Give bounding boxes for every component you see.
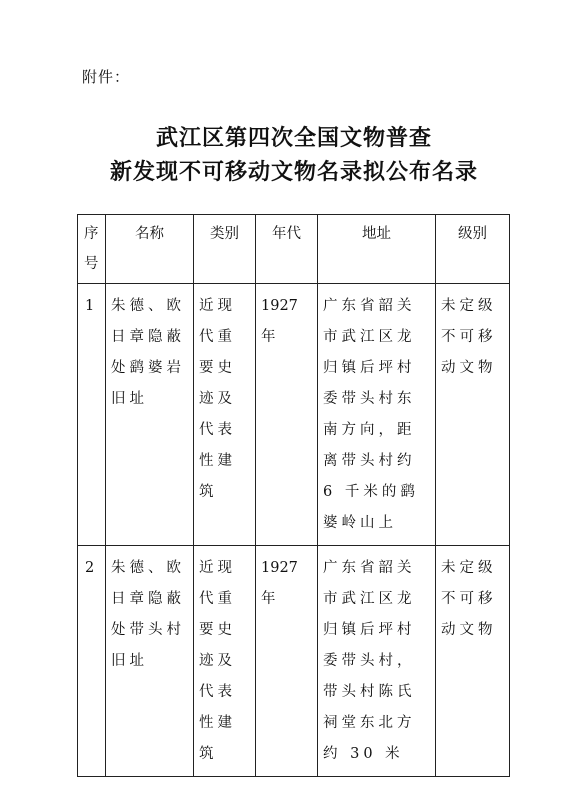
header-category: 类别 [194,215,256,284]
relics-table [77,214,510,777]
cell-name: 朱德、欧日章隐蔽处带头村旧址 [106,546,194,777]
document-title-line-2: 新发现不可移动文物名录拟公布名录 [109,160,478,185]
header-address: 地址 [318,215,436,284]
cell-address: 广东省韶关市武江区龙归镇后坪村委带头村，带头村陈氏祠堂东北方约 30 米 [318,546,436,777]
cell-category: 近现代重要史迹及代表性建筑 [194,546,256,777]
attachment-label: 附件： [82,68,131,86]
table-header-row [78,215,510,284]
header-era: 年代 [256,215,318,284]
cell-address: 广东省韶关市武江区龙归镇后坪村委带头村东南方向，距离带头村约 6 千米的鹞婆岭山上 [318,284,436,546]
cell-category: 近现代重要史迹及代表性建筑 [194,284,256,546]
cell-level: 未定级不可移动文物 [436,284,510,546]
header-no: 序号 [78,215,106,284]
document-title-line-1: 武江区第四次全国文物普查 [155,126,432,151]
table-row [78,284,510,546]
cell-no: 1 [78,284,106,546]
header-name: 名称 [106,215,194,284]
header-level: 级别 [436,215,510,284]
cell-era: 1927 年 [256,284,318,546]
cell-level: 未定级不可移动文物 [436,546,510,777]
cell-name: 朱德、欧日章隐蔽处鹞婆岩旧址 [106,284,194,546]
cell-era: 1927 年 [256,546,318,777]
table-row [78,546,510,777]
cell-no: 2 [78,546,106,777]
